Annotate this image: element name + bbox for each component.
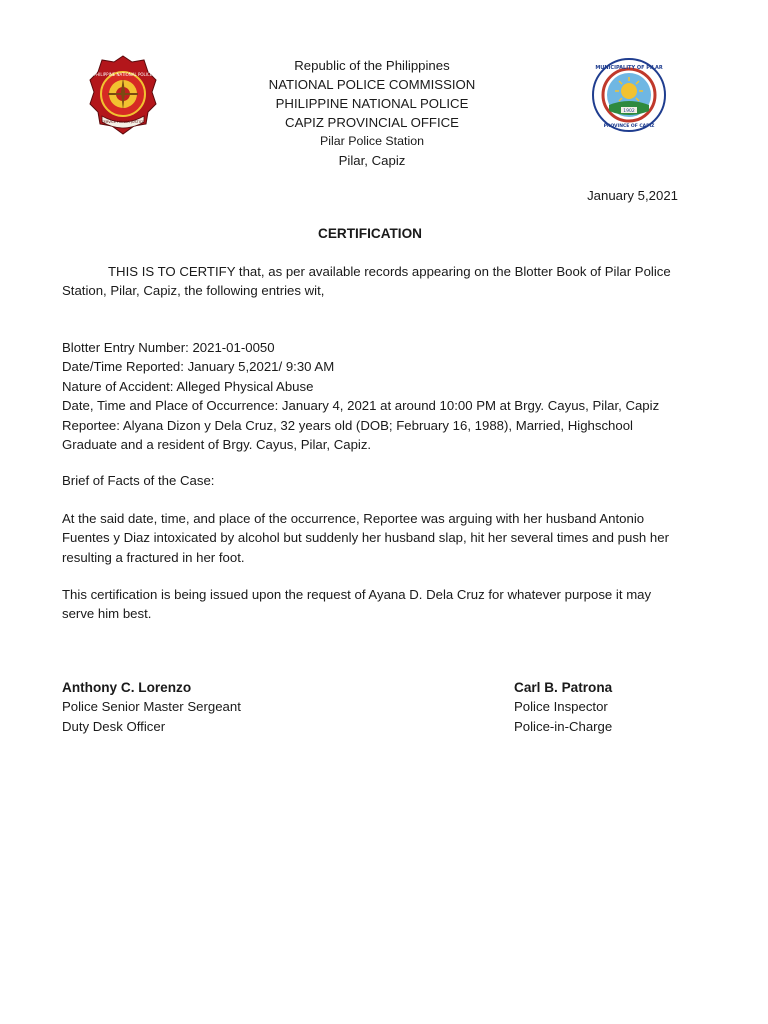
blotter-entry-number: Blotter Entry Number: 2021-01-0050 [62,340,275,355]
letterhead-location: Pilar, Capiz [338,153,406,168]
signatory-left-position: Duty Desk Officer [62,718,166,734]
signatory-left-name: Anthony C. Lorenzo [62,680,192,695]
pnp-badge-logo [88,54,158,138]
document-date: January 5,2021 [587,188,678,203]
seal-top-text: MUNICIPALITY OF PILAR [595,65,663,71]
closing-paragraph: This certification is being issued upon the request of Ayana D. Dela Cruz for whatever purpose it may serve him best. [62,587,652,622]
occurrence-details: Date, Time and Place of Occurrence: January 4, 2021 at around 10:00 PM at Brgy. Cayus, Pilar, Capiz [62,398,660,414]
letterhead-napolcom: NATIONAL POLICE COMMISSION [268,77,476,92]
signatory-right [514,678,612,736]
document-title: CERTIFICATION [318,226,422,241]
pnp-badge-text: PHILIPPINE NATIONAL POLICE [93,72,153,77]
brief-heading: Brief of Facts of the Case: [62,473,215,488]
date-time-reported: Date/Time Reported: January 5,2021/ 9:30 AM [62,359,335,375]
nature-of-accident: Nature of Accident: Alleged Physical Abuse [62,378,314,394]
intro-paragraph: THIS IS TO CERTIFY that, as per available records appearing on the Blotter Book of Pilar Police Station, Pilar, Capiz, the following entries wit, [62,264,671,299]
signatory-right-rank: Police Inspector [514,699,608,715]
seal-year-text: 1902 [623,109,635,114]
pnp-motto-text: SERVICE HONOR JUSTICE [101,120,145,124]
facts-paragraph: At the said date, time, and place of the occurrence, Reportee was arguing with her husband Antonio Fuentes y Diaz intoxicated by alcohol but suddenly her husband slap, hit her several times and push her resulting a fractured in her foot. [62,511,669,565]
letterhead [200,56,544,170]
signatory-right-name: Carl B. Patrona [514,680,613,695]
seal-bottom-text: PROVINCE OF CAPIZ [603,124,655,129]
signatory-left-rank: Police Senior Master Sergeant [62,699,241,715]
letterhead-station: Pilar Police Station [320,134,424,148]
letterhead-pnp: PHILIPPINE NATIONAL POLICE [275,96,469,111]
signatory-left [62,678,241,736]
pnp-badge-icon [88,54,158,138]
municipality-seal-icon [591,57,667,133]
signatory-right-position: Police-in-Charge [514,718,613,734]
blotter-entries [62,338,682,454]
letterhead-provincial-office: CAPIZ PROVINCIAL OFFICE [285,115,459,130]
municipality-seal-logo [591,57,667,133]
letterhead-republic: Republic of the Philippines [294,58,450,73]
reportee-details: Reportee: Alyana Dizon y Dela Cruz, 32 years old (DOB; February 16, 1988), Married, Highschool Graduate and a resident of Brgy. Cayus, Pilar, Capiz. [62,417,633,453]
